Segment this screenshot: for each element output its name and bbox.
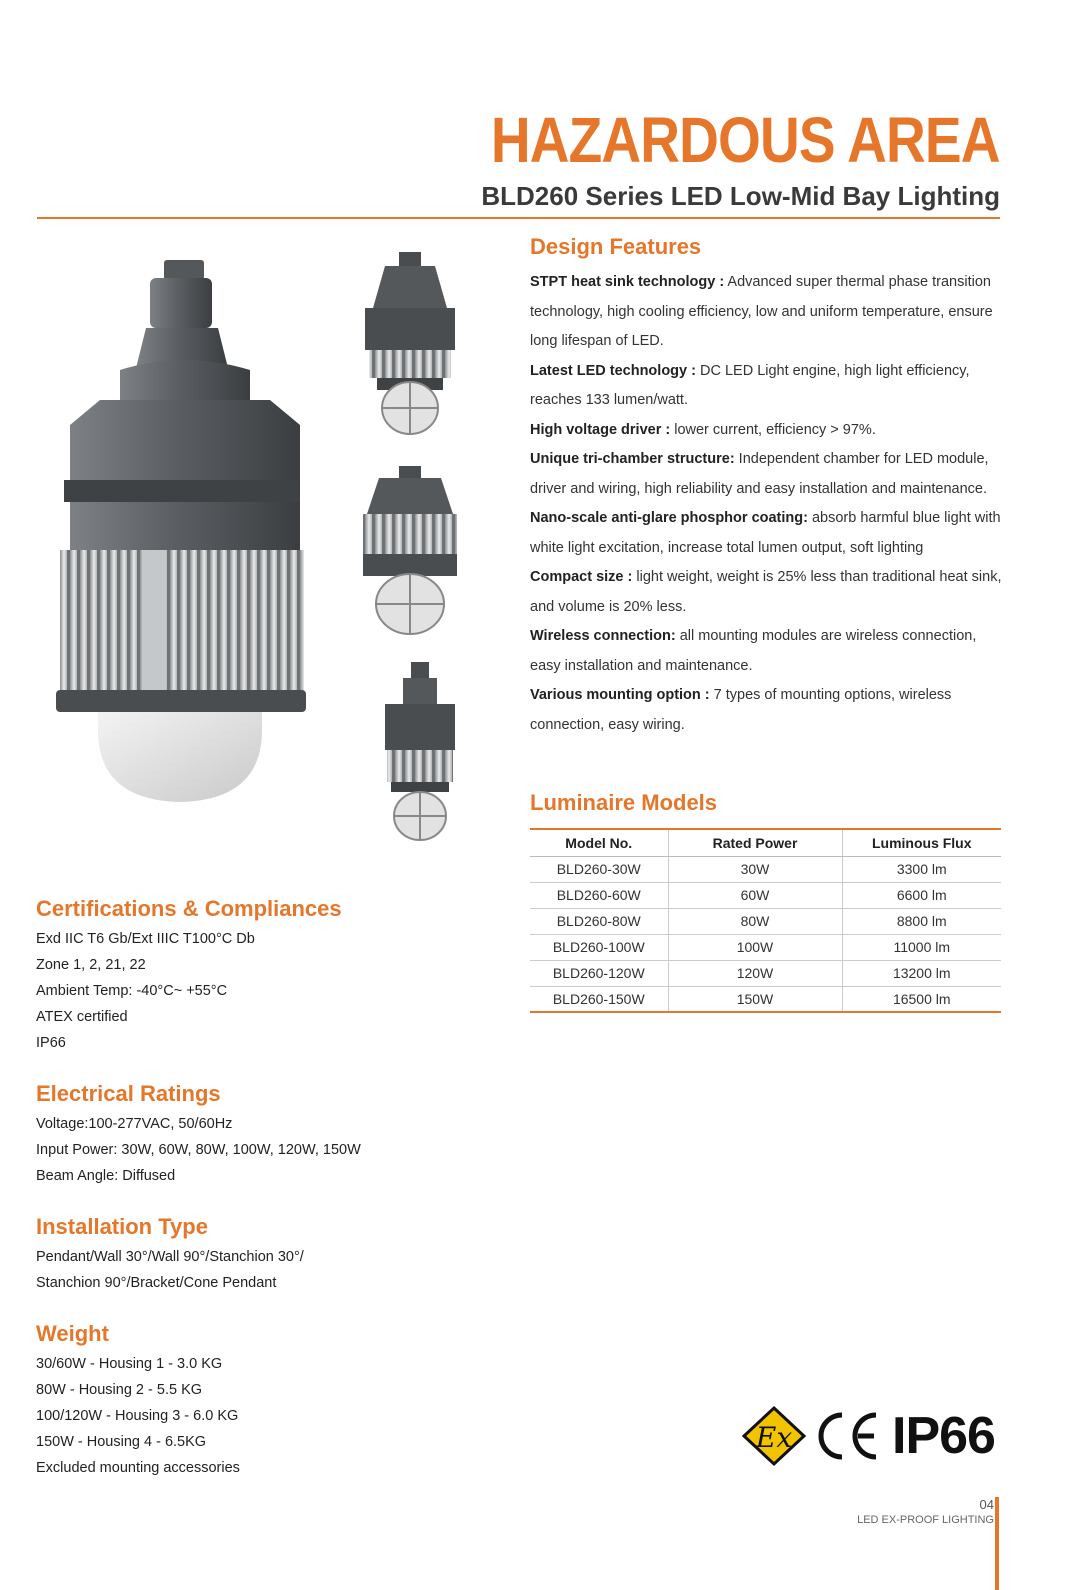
design-feature-text: Advanced super thermal phase transition technology, high cooling efficiency, low and uniform temperature, ensure long lifespan of LED. bbox=[530, 274, 993, 349]
electrical-section bbox=[36, 1081, 456, 1189]
design-feature-item bbox=[530, 445, 1010, 504]
product-image-variant-3 bbox=[365, 660, 475, 844]
table-row bbox=[530, 960, 1001, 986]
ex-atex-icon bbox=[740, 1405, 808, 1467]
cell-power: 150W bbox=[668, 986, 842, 1012]
cell-flux: 13200 lm bbox=[842, 960, 1001, 986]
design-feature-text: light weight, weight is 25% less than traditional heat sink, and volume is 20% less. bbox=[530, 569, 1002, 615]
certifications-line: Exd IIC T6 Gb/Ext IIIC T100°C Db bbox=[36, 931, 255, 947]
cell-model: BLD260-60W bbox=[530, 882, 668, 908]
electrical-line: Input Power: 30W, 60W, 80W, 100W, 120W, 150W bbox=[36, 1142, 361, 1158]
column-header-power: Rated Power bbox=[668, 829, 842, 856]
certifications-line: Zone 1, 2, 21, 22 bbox=[36, 957, 146, 973]
cell-flux: 6600 lm bbox=[842, 882, 1001, 908]
installation-heading: Installation Type bbox=[36, 1214, 208, 1239]
weight-section bbox=[36, 1321, 456, 1481]
electrical-line: Beam Angle: Diffused bbox=[36, 1168, 176, 1184]
design-feature-item bbox=[530, 416, 1010, 446]
design-feature-item bbox=[530, 357, 1010, 416]
design-features-heading: Design Features bbox=[530, 234, 702, 259]
page-header bbox=[408, 105, 1000, 211]
design-feature-label: STPT heat sink technology : bbox=[530, 274, 725, 290]
weight-list bbox=[36, 1351, 456, 1481]
page-number: 04 bbox=[979, 1497, 994, 1512]
certifications-line: ATEX certified bbox=[36, 1009, 128, 1025]
certifications-line: IP66 bbox=[36, 1035, 66, 1051]
cell-power: 100W bbox=[668, 934, 842, 960]
page-title: HAZARDOUS AREA bbox=[491, 104, 1000, 176]
header-divider bbox=[37, 217, 1000, 219]
table-row bbox=[530, 882, 1001, 908]
table-row bbox=[530, 986, 1001, 1012]
certifications-list bbox=[36, 926, 456, 1056]
cell-model: BLD260-100W bbox=[530, 934, 668, 960]
product-image-variant-2 bbox=[355, 462, 465, 642]
cell-flux: 11000 lm bbox=[842, 934, 1001, 960]
table-body bbox=[530, 856, 1001, 1012]
product-image-large bbox=[50, 250, 310, 810]
cell-power: 80W bbox=[668, 908, 842, 934]
cell-model: BLD260-120W bbox=[530, 960, 668, 986]
weight-line: 150W - Housing 4 - 6.5KG bbox=[36, 1434, 207, 1450]
column-header-model: Model No. bbox=[530, 829, 668, 856]
design-feature-text: absorb harmful blue light with white light excitation, increase total lumen output, soft lighting bbox=[530, 510, 1001, 556]
luminaire-models-section bbox=[530, 790, 1001, 1013]
design-feature-item bbox=[530, 504, 1010, 563]
product-image-variant-1 bbox=[355, 248, 465, 438]
design-feature-label: High voltage driver : bbox=[530, 421, 671, 438]
design-feature-label: Various mounting option : bbox=[530, 687, 710, 703]
design-feature-item bbox=[530, 563, 1010, 622]
electrical-list bbox=[36, 1111, 456, 1189]
electrical-line: Voltage:100-277VAC, 50/60Hz bbox=[36, 1116, 233, 1132]
ex-mark-text: Ex bbox=[755, 1421, 793, 1454]
cell-model: BLD260-150W bbox=[530, 986, 668, 1012]
ip66-mark: IP66 bbox=[892, 1407, 995, 1465]
design-feature-label: Compact size : bbox=[530, 569, 633, 585]
design-feature-text: all mounting modules are wireless connection, easy installation and maintenance. bbox=[530, 628, 977, 674]
cell-model: BLD260-30W bbox=[530, 856, 668, 882]
table-row bbox=[530, 908, 1001, 934]
weight-heading: Weight bbox=[36, 1321, 109, 1346]
design-feature-label: Wireless connection: bbox=[530, 628, 676, 644]
installation-section bbox=[36, 1214, 456, 1296]
cell-power: 30W bbox=[668, 856, 842, 882]
cell-flux: 3300 lm bbox=[842, 856, 1001, 882]
design-feature-text: Independent chamber for LED module, driver and wiring, high reliability and easy installation and maintenance. bbox=[530, 451, 989, 497]
weight-line: 80W - Housing 2 - 5.5 KG bbox=[36, 1382, 203, 1398]
cell-power: 60W bbox=[668, 882, 842, 908]
footer-accent-bar bbox=[995, 1497, 999, 1590]
cell-power: 120W bbox=[668, 960, 842, 986]
weight-line: Excluded mounting accessories bbox=[36, 1460, 240, 1476]
luminaire-models-table bbox=[530, 828, 1001, 1013]
design-features-list bbox=[530, 268, 1010, 740]
column-header-flux: Luminous Flux bbox=[842, 829, 1001, 856]
weight-line: 30/60W - Housing 1 - 3.0 KG bbox=[36, 1356, 223, 1372]
design-feature-text: lower current, efficiency > 97%. bbox=[670, 421, 876, 438]
design-feature-label: Nano-scale anti-glare phosphor coating: bbox=[530, 510, 808, 526]
design-feature-text: 7 types of mounting options, wireless connection, easy wiring. bbox=[530, 687, 952, 733]
cell-model: BLD260-80W bbox=[530, 908, 668, 934]
cell-flux: 8800 lm bbox=[842, 908, 1001, 934]
design-feature-item bbox=[530, 268, 1010, 357]
certifications-section bbox=[36, 896, 456, 1056]
installation-line: Pendant/Wall 30°/Wall 90°/Stanchion 30°/ bbox=[36, 1249, 304, 1265]
ce-mark-icon bbox=[816, 1411, 880, 1461]
installation-list bbox=[36, 1244, 456, 1296]
table-row bbox=[530, 856, 1001, 882]
certifications-heading: Certifications & Compliances bbox=[36, 896, 342, 921]
table-row bbox=[530, 934, 1001, 960]
design-feature-item bbox=[530, 622, 1010, 681]
design-feature-text: DC LED Light engine, high light efficiency, reaches 133 lumen/watt. bbox=[530, 362, 970, 408]
certification-logos bbox=[740, 1405, 1020, 1467]
cell-flux: 16500 lm bbox=[842, 986, 1001, 1012]
weight-line: 100/120W - Housing 3 - 6.0 KG bbox=[36, 1408, 239, 1424]
installation-line: Stanchion 90°/Bracket/Cone Pendant bbox=[36, 1275, 277, 1291]
design-feature-label: Latest LED technology : bbox=[530, 362, 696, 379]
design-feature-item bbox=[530, 681, 1010, 740]
page-subtitle: BLD260 Series LED Low-Mid Bay Lighting bbox=[481, 181, 1000, 211]
certifications-line: Ambient Temp: -40°C~ +55°C bbox=[36, 983, 228, 999]
design-features-section bbox=[530, 234, 1010, 740]
electrical-heading: Electrical Ratings bbox=[36, 1081, 221, 1106]
design-feature-label: Unique tri-chamber structure: bbox=[530, 451, 735, 467]
luminaire-models-heading: Luminaire Models bbox=[530, 790, 718, 815]
table-header-row bbox=[530, 829, 1001, 856]
footer-label: LED EX-PROOF LIGHTING bbox=[857, 1514, 994, 1526]
